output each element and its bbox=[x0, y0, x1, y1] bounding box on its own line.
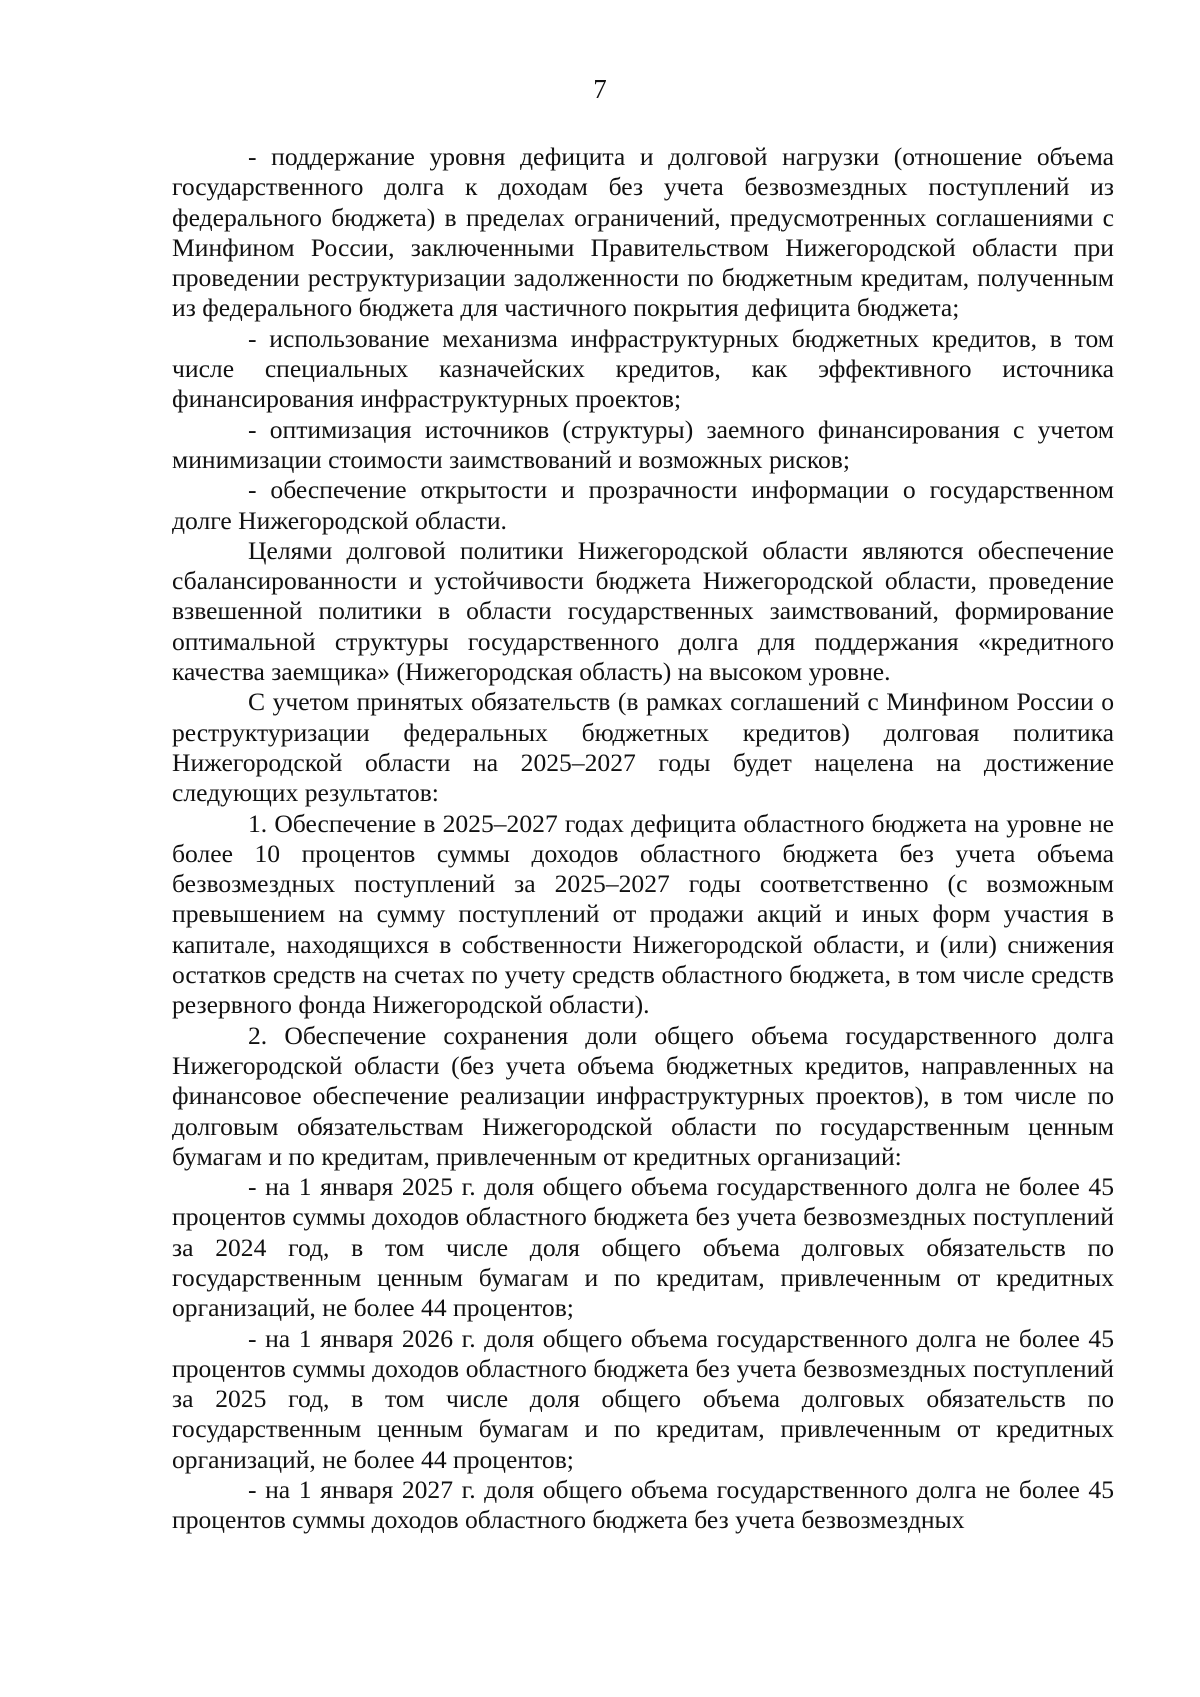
paragraph-2026-target: - на 1 января 2026 г. доля общего объема государственного долга не более 45 процентов суммы доходов областного бюджета без учета безвозмездных поступлений за 2025 год, в том числе доля общего объема долговых обязательств по государственным ценным бумагам и по кредитам, привлеченным от кредитных организаций, не более 44 процентов; bbox=[172, 1323, 1114, 1474]
paragraph-obligations-intro: С учетом принятых обязательств (в рамках соглашений с Минфином России о реструктуризации федеральных бюджетных кредитов) долговая политика Нижегородской области на 2025–2027 годы будет нацелена на достижение следующих результатов: bbox=[172, 687, 1114, 808]
paragraph-policy-goals: Целями долговой политики Нижегородской области являются обеспечение сбалансированности и устойчивости бюджета Нижегородской области, проведение взвешенной политики в области государственных заимствований, формирование оптимальной структуры государственного долга для поддержания «кредитного качества заемщика» (Нижегородская область) на высоком уровне. bbox=[172, 535, 1114, 687]
paragraph-transparency: - обеспечение открытости и прозрачности информации о государственном долге Нижегородской области. bbox=[172, 475, 1114, 535]
paragraph-2025-target: - на 1 января 2025 г. доля общего объема государственного долга не более 45 процентов суммы доходов областного бюджета без учета безвозмездных поступлений за 2024 год, в том числе доля общего объема долговых обязательств по государственным ценным бумагам и по кредитам, привлеченным от кредитных организаций, не более 44 процентов; bbox=[172, 1172, 1114, 1323]
document-body bbox=[172, 142, 1114, 1536]
paragraph-2027-target: - на 1 января 2027 г. доля общего объема государственного долга не более 45 процентов суммы доходов областного бюджета без учета безвозмездных bbox=[172, 1475, 1114, 1535]
paragraph-result-1: 1. Обеспечение в 2025–2027 годах дефицита областного бюджета на уровне не более 10 процентов суммы доходов областного бюджета без учета объема безвозмездных поступлений за 2025–2027 годы соответственно (с возможным превышением на сумму поступлений от продажи акций и иных форм участия в капитале, находящихся в собственности Нижегородской области, и (или) снижения остатков средств на счетах по учету средств областного бюджета, в том числе средств резервного фонда Нижегородской области). bbox=[172, 808, 1114, 1020]
page-number: 7 bbox=[593, 74, 607, 104]
paragraph-deficit-debt-load: - поддержание уровня дефицита и долговой нагрузки (отношение объема государственного долга к доходам без учета безвозмездных поступлений из федерального бюджета) в пределах ограничений, предусмотренных соглашениями с Минфином России, заключенными Правительством Нижегородской области при проведении реструктуризации задолженности по бюджетным кредитам, полученным из федерального бюджета для частичного покрытия дефицита бюджета; bbox=[172, 142, 1114, 323]
paragraph-borrowing-optimization: - оптимизация источников (структуры) заемного финансирования с учетом минимизации стоимости заимствований и возможных рисков; bbox=[172, 414, 1114, 474]
paragraph-infrastructure-credits: - использование механизма инфраструктурных бюджетных кредитов, в том числе специальных казначейских кредитов, как эффективного источника финансирования инфраструктурных проектов; bbox=[172, 323, 1114, 414]
paragraph-result-2: 2. Обеспечение сохранения доли общего объема государственного долга Нижегородской области (без учета объема бюджетных кредитов, направленных на финансовое обеспечение реализации инфраструктурных проектов), в том числе по долговым обязательствам Нижегородской области по государственным ценным бумагам и по кредитам, привлеченным от кредитных организаций: bbox=[172, 1020, 1114, 1171]
